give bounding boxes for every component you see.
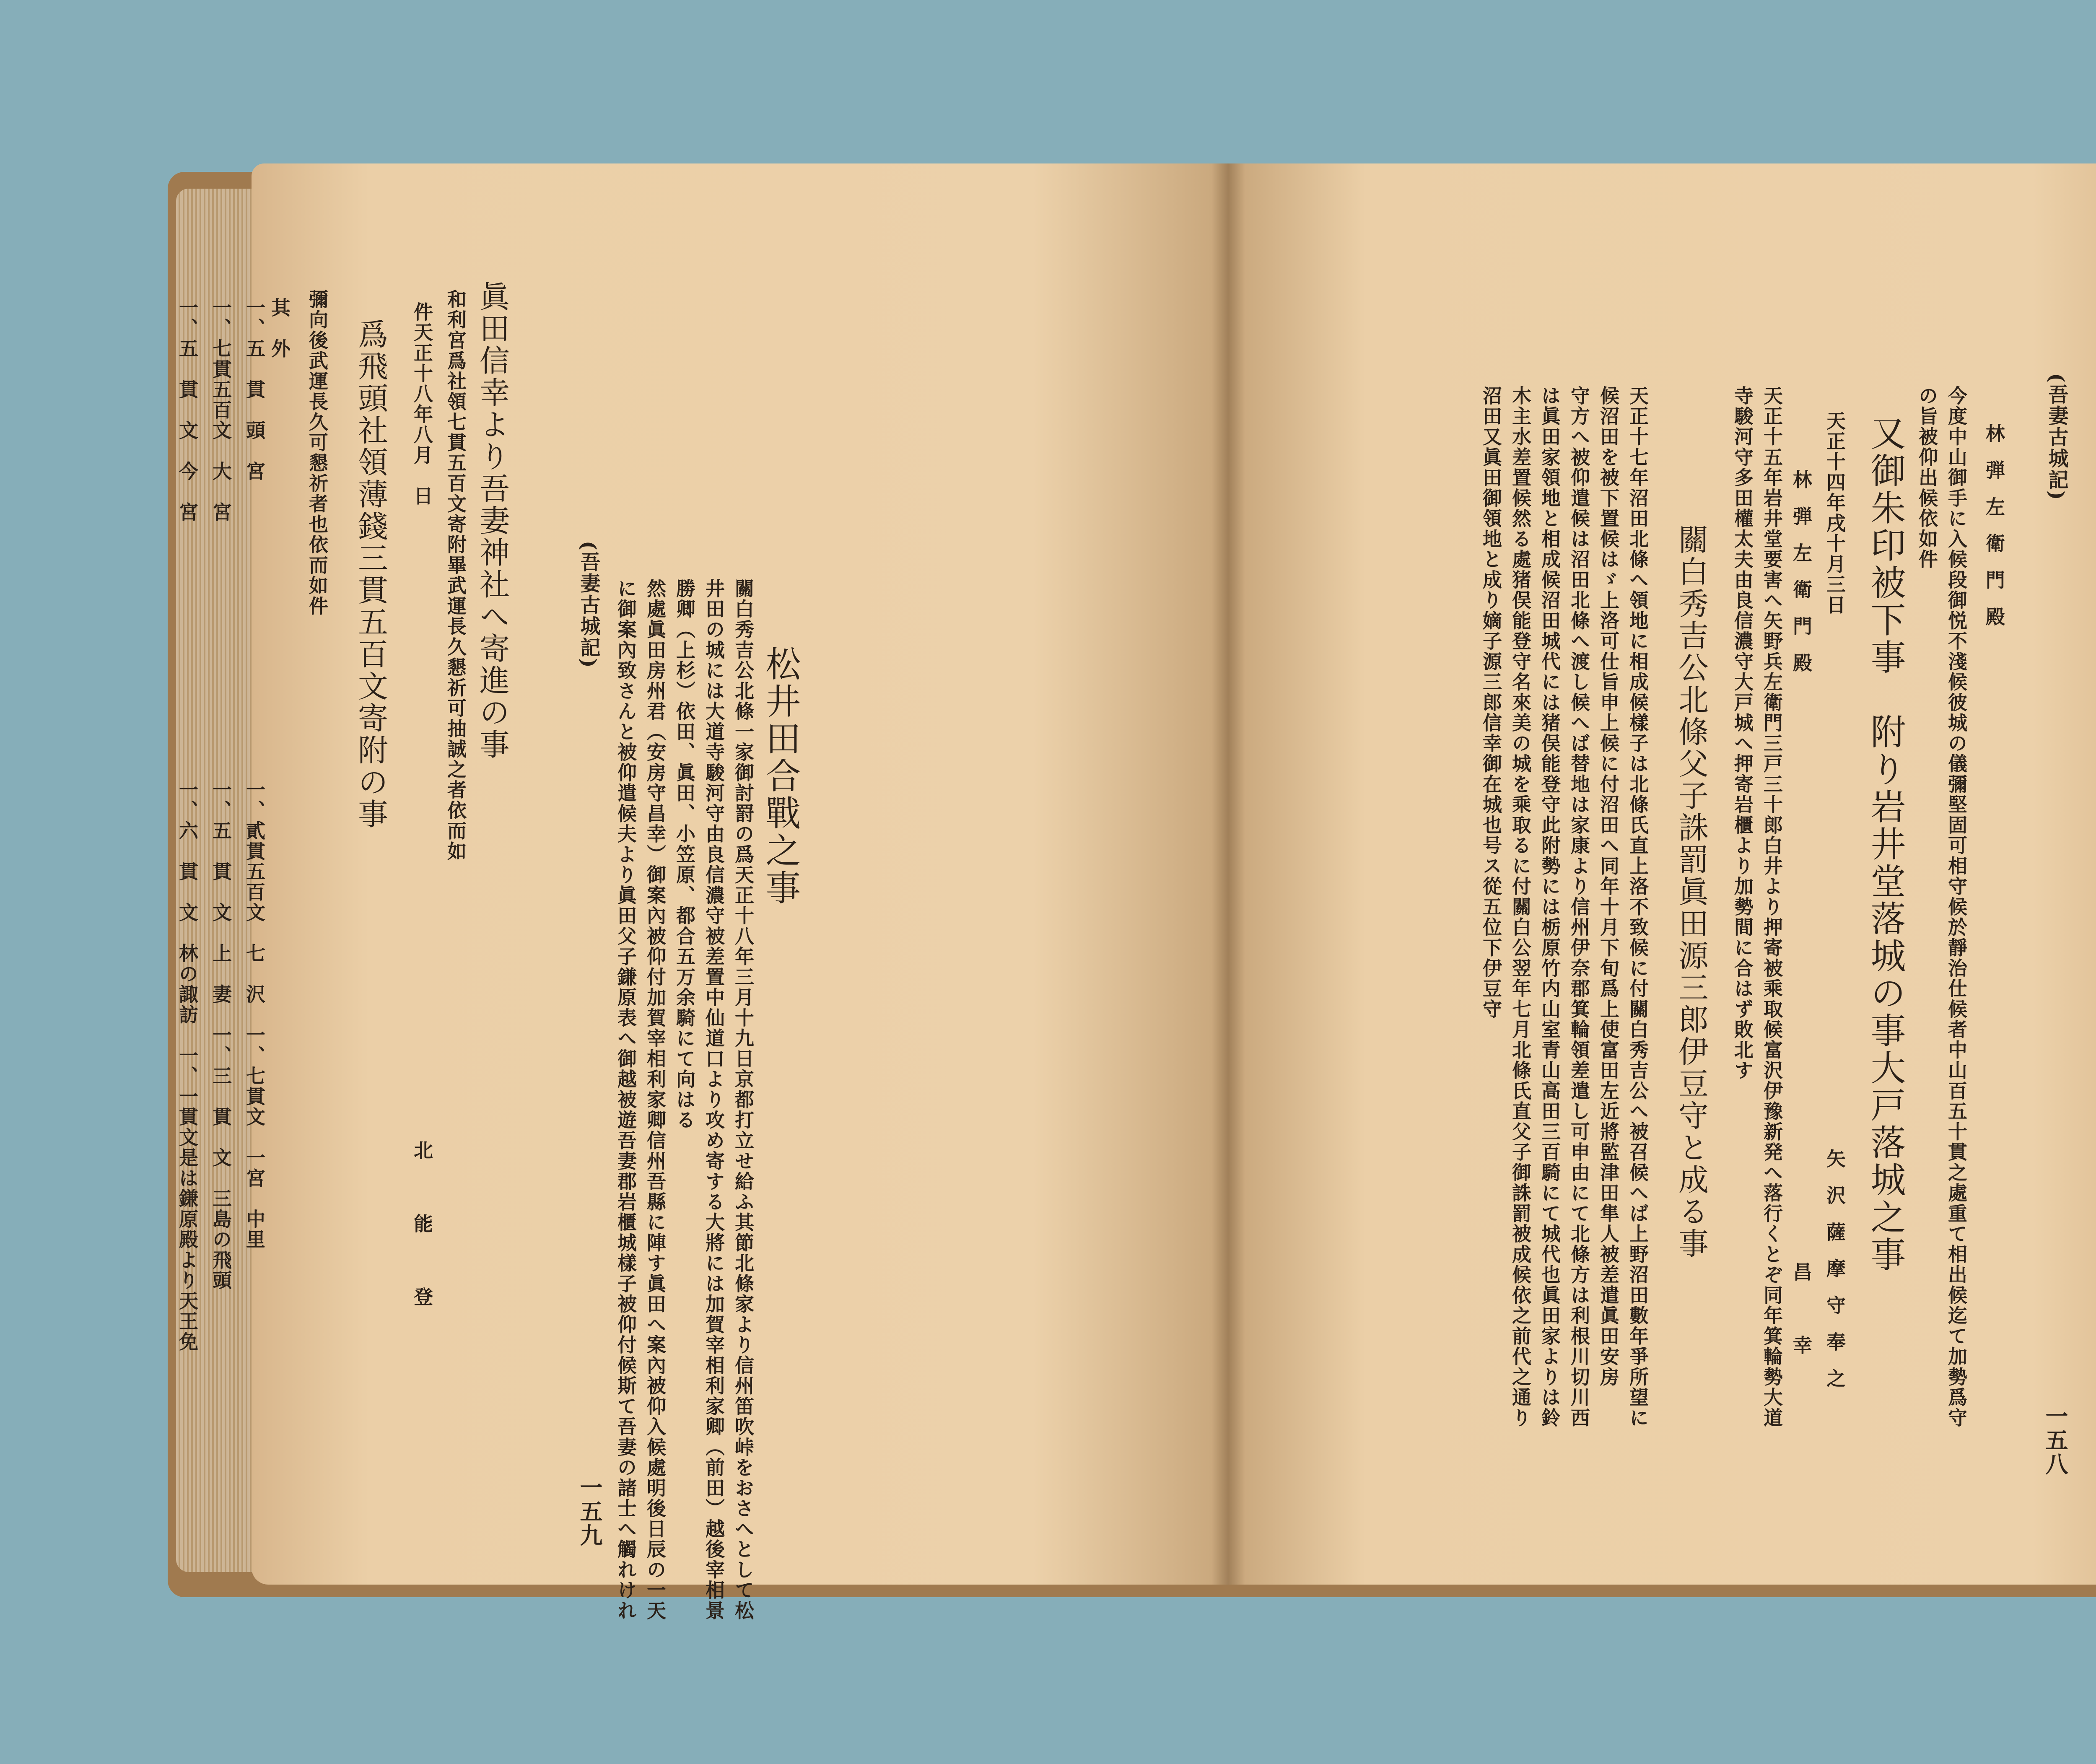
left-list-upper-1: 一、五 貫 頭 宮 [243, 298, 266, 482]
open-book [168, 155, 2096, 1621]
left-list-lower-3: 一、六 貫 文 林の諏訪 一、一貫文是は鎌原殿より天王免 [176, 780, 199, 1352]
right-para-2-line-5: 木主水差置候然る處猪俣能登守名來美の城を乘取るに付關白公翌年七月北條氏直父子御誅罰被成候依之前代之通り [1509, 386, 1532, 1428]
right-para-2-line-2: 候沼田を被下置候はゞ上洛可仕旨申上候に付沼田へ同年十月下旬爲上使富田左近將監津田隼人被差遣眞田安房 [1597, 386, 1620, 1388]
left-heading-hitou-shrine: 爲飛頭社領薄錢三貫五百文寄附の事 [353, 319, 388, 831]
right-date: 天正十四年戌十月三日 [1824, 411, 1846, 615]
right-heading-shuin: 又御朱印被下事 附り岩井堂落城の事大戸落城之事 [1865, 415, 1906, 1274]
right-letter-line-1: 今度中山御手に入候段御悦不淺候彼城の儀彌堅固可相守候於靜治仕候者中山百五十貫之處重て相出候迄て加勢爲守 [1945, 386, 1968, 1428]
left-heading-shinto-donation: 眞田信幸より吾妻神社へ寄進の事 [475, 281, 510, 761]
left-para-3-line-5: に御案內致さんと被仰遣候夫より眞田父子鎌原表へ御越被遊吾妻郡岩櫃城樣子被仰付候斯て吾妻の諸士へ觸れけれ [615, 578, 637, 1621]
left-para-2: 彌向後武運長久可懇祈者也依而如件 [306, 289, 329, 617]
right-para-2-line-1: 天正十七年沼田北條へ領地に相成候樣子は北條氏直上洛不致候に付關白秀吉公へ被召候へば上野沼田數年爭所望に [1626, 386, 1649, 1428]
left-list-lower-1: 一、貳貫五百文 七 沢 一、七貫文 一宮 中里 [243, 780, 266, 1250]
left-para-1-line-2: 件天正十八年八月 日 [411, 302, 433, 506]
left-running-head: (吾妻古城記) [577, 541, 600, 669]
left-page-number: 一五九 [576, 1476, 603, 1548]
left-list-lower-2: 一、五 貫 文 上 妻 一、三 貫 文 三島の飛頭 [210, 780, 232, 1291]
right-para-2-line-3: 守方へ被仰遣候は沼田北條へ渡し候へば替地は家康より信州伊奈郡箕輪領差遣し可申由にて北條方は利根川切川西 [1568, 386, 1590, 1428]
right-signer-1: 矢沢薩摩守奉之 [1824, 1149, 1846, 1405]
right-para-1-line-2: 寺駿河守多田權太夫由良信濃守大戸城へ押寄岩櫃より加勢間に合はず敗北す [1731, 386, 1754, 1081]
left-para-3-line-1: 關白秀吉公北條一家御討罸の爲天正十八年三月十九日京都打立せ給ふ其節北條家より信州笛吹峠をおさへとして松 [732, 578, 755, 1621]
left-heading-matsuida-battle: 松井田合戰之事 [760, 646, 801, 907]
left-list-upper-2: 一、七貫五百文 大 宮 [210, 298, 232, 523]
right-addressee-top: 林弾左衛門殿 [1983, 423, 2005, 643]
right-running-head: (吾妻古城記) [2045, 373, 2068, 501]
right-page [1228, 163, 2096, 1585]
left-para-1-line-1: 和利宮爲社領七貫五百文寄附畢武運長久懇祈可抽誠之者依而如 [444, 289, 467, 862]
right-para-2-line-6: 沼田又眞田御領地と成り嫡子源三郎信幸御在城也号ス從五位下伊豆守 [1480, 386, 1502, 1019]
left-para-3-line-2: 井田の城には大道寺駿河守由良信濃守被差置中仙道口より攻め寄する大將には加賀宰相利家卿（前田）越後宰相景 [703, 578, 725, 1621]
right-para-2-line-4: は眞田家領地と相成候沼田城代には猪俣能登守此附勢には栃原竹内山室青山高田三百騎にて城代也眞田家よりは鈴 [1538, 386, 1561, 1428]
right-letter-line-2: の旨被仰出候依如件 [1916, 386, 1938, 570]
right-para-1-line-1: 天正十五年岩井堂要害へ矢野兵左衛門三戸三十郎白井より押寄被乘取候富沢伊豫新発へ落行くとぞ同年箕輪勢大道 [1761, 386, 1783, 1428]
right-signer-2: 昌 幸 [1790, 1262, 1813, 1372]
left-para-3-line-3: 勝卿（上杉）依田、眞田、小笠原、都合五万余騎にて向はる [673, 578, 696, 1131]
right-page-number: 一五八 [2042, 1404, 2069, 1476]
left-signer: 北 能 登 [411, 1140, 433, 1323]
book-gutter [1211, 163, 1245, 1585]
left-page-body [252, 163, 1228, 1621]
right-addressee: 林弾左衛門殿 [1790, 470, 1813, 690]
left-para-3-line-4: 然處眞田房州君（安房守昌幸）御案內被仰付加賀宰相利家卿信州吾縣に陣す眞田へ案內被仰入候處明後日辰の一天 [644, 578, 667, 1621]
right-heading-hideyoshi: 關白秀吉公北條父子誅罰眞田源三郎伊豆守と成る事 [1673, 524, 1709, 1260]
left-list-upper-3: 一、五 貫 文 今 宮 [176, 298, 199, 523]
left-list-label: 其 外 [268, 298, 291, 359]
